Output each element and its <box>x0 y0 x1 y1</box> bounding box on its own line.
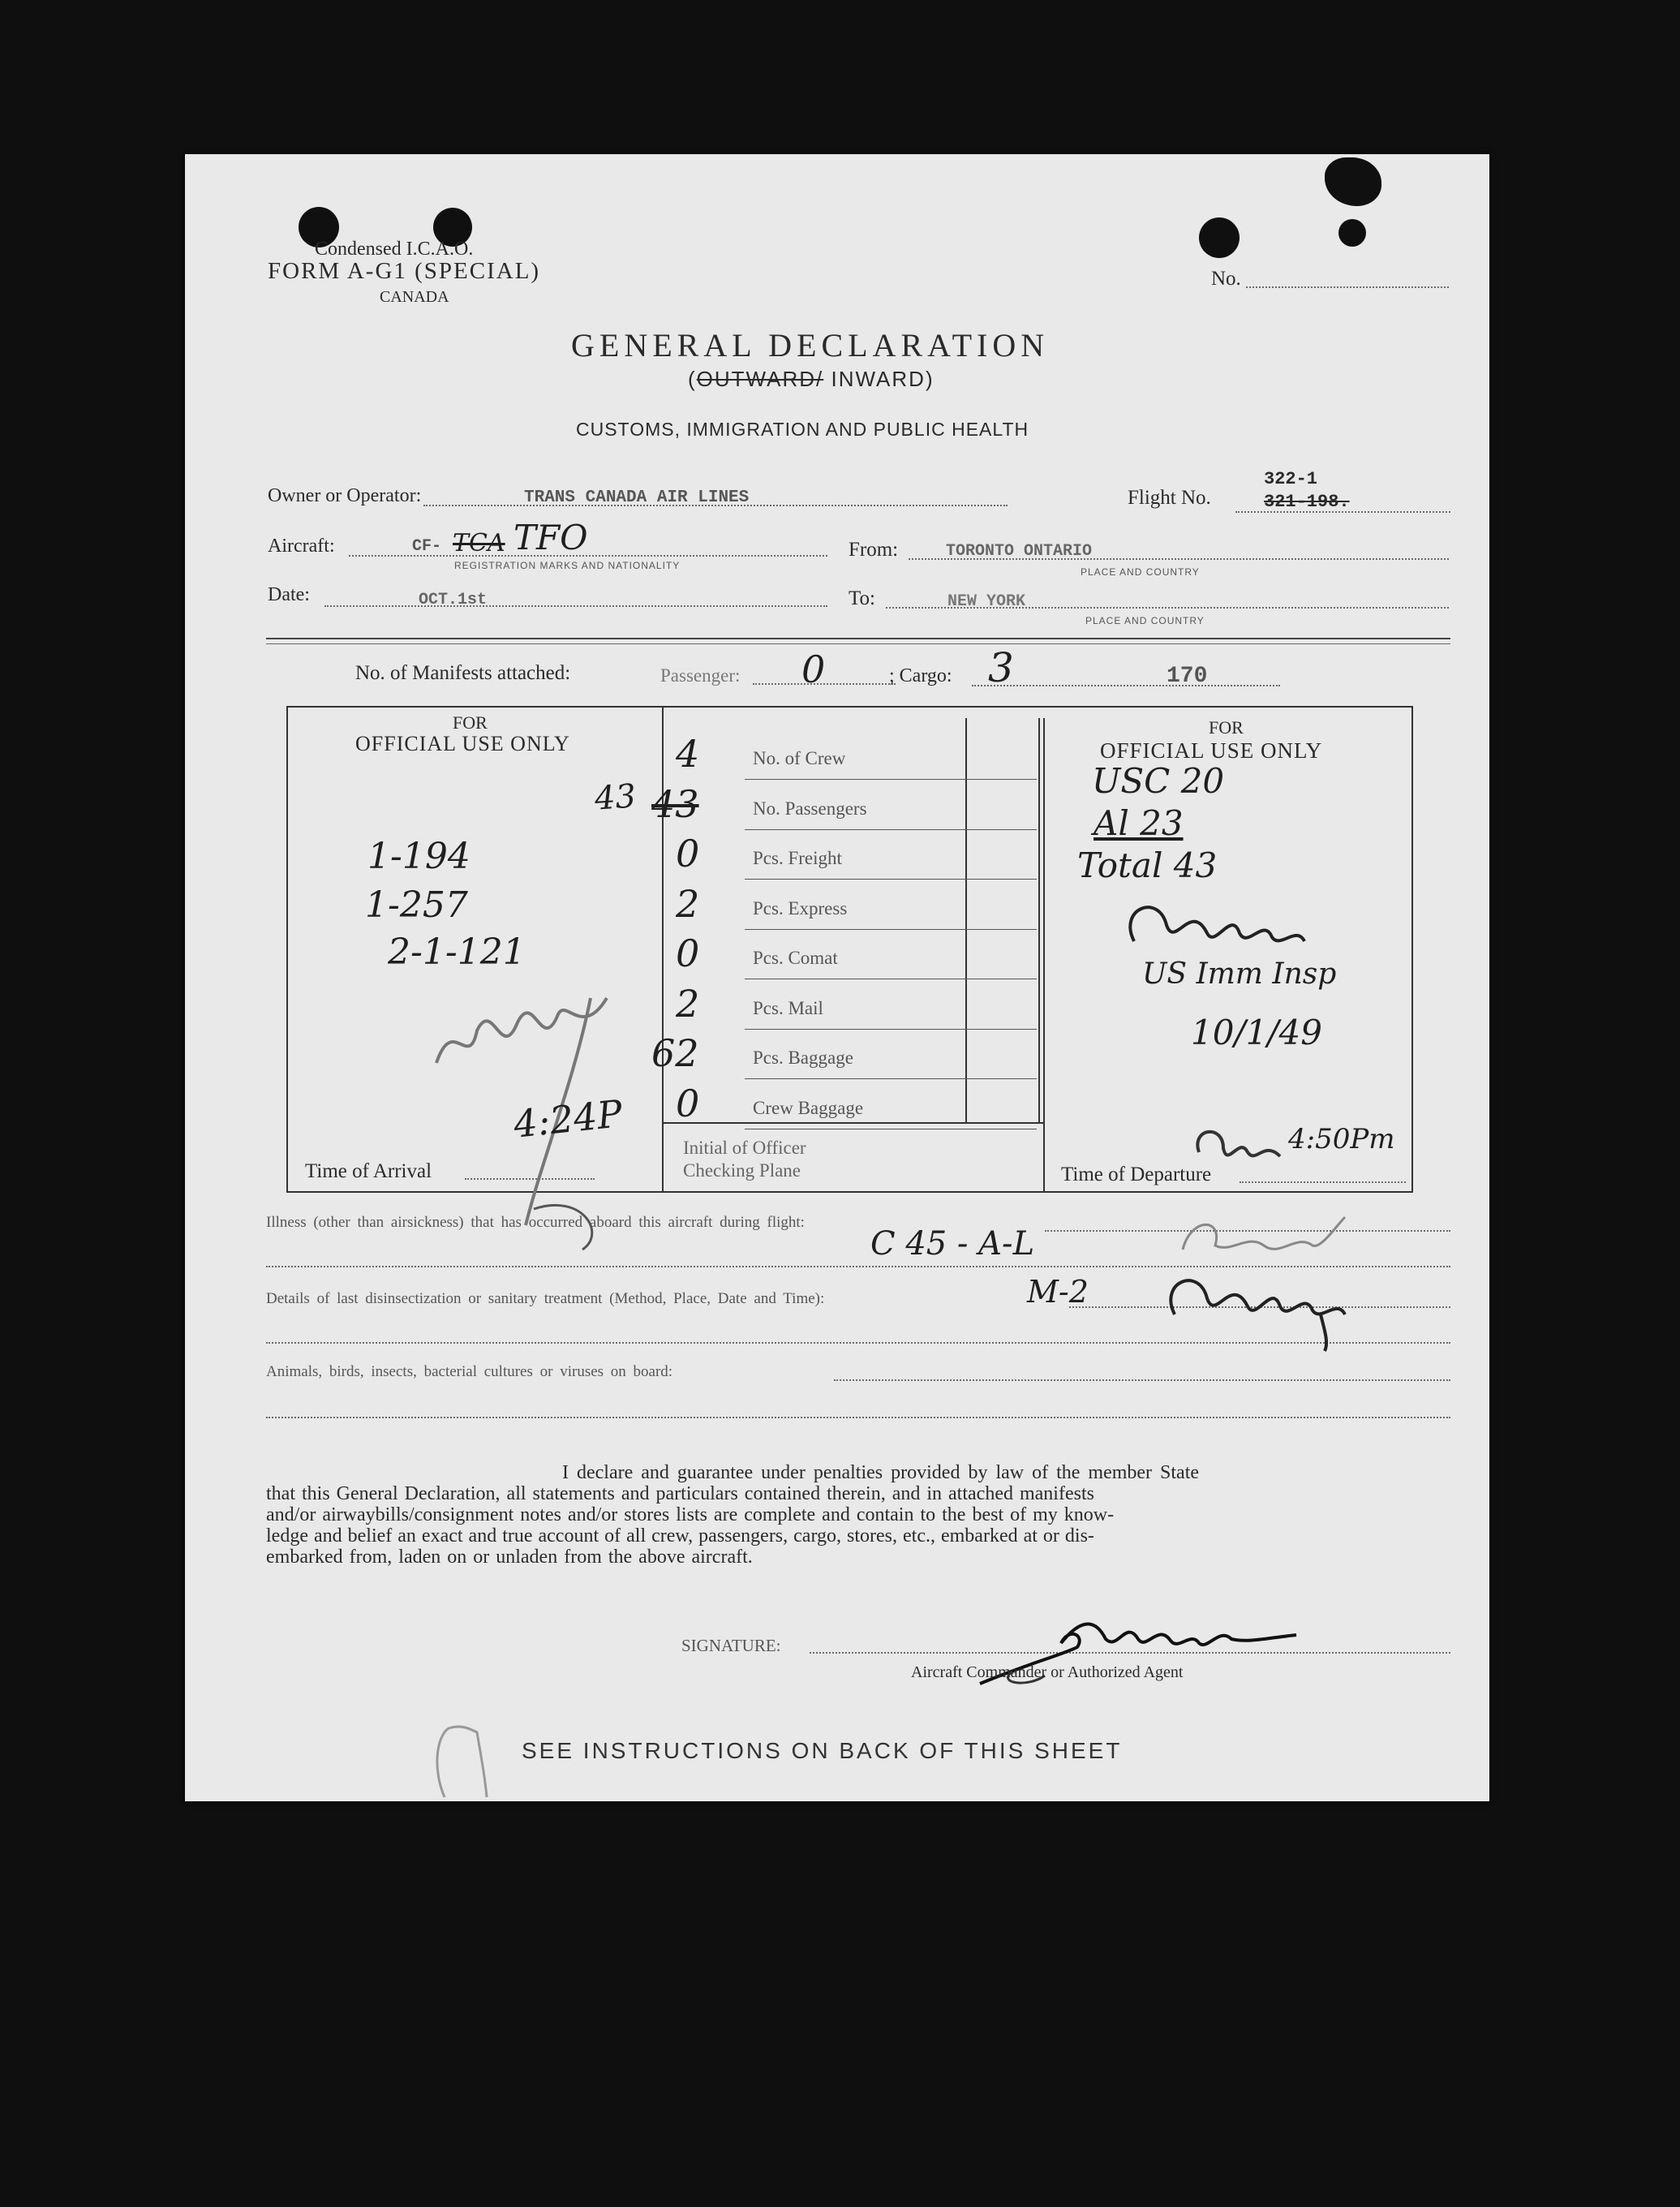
row-count-value: 43 <box>651 781 699 826</box>
form-country: CANADA <box>380 288 449 306</box>
aircraft-caption: REGISTRATION MARKS AND NATIONALITY <box>454 560 681 571</box>
manifest-extra-value: 170 <box>1167 664 1208 689</box>
row-count-value: 2 <box>676 981 700 1026</box>
row-rule <box>745 879 1037 880</box>
row-label: Pcs. Comat <box>753 948 838 968</box>
header-rule-top <box>266 638 1450 639</box>
ink-blot <box>1338 219 1366 247</box>
left-note-2: 1-257 <box>365 884 468 926</box>
paper-clip-mark <box>428 1720 493 1801</box>
row-count-value: 62 <box>651 1031 699 1075</box>
from-value: TORONTO ONTARIO <box>946 542 1093 561</box>
date-value: OCT.1st <box>419 591 488 609</box>
owner-value: TRANS CANADA AIR LINES <box>524 488 750 507</box>
row-count-value: 2 <box>676 881 700 926</box>
illness-note: C 45 - A-L <box>870 1225 1035 1263</box>
statement-line-5: embarked from, laden on or unladen from the above aircraft. <box>266 1547 753 1568</box>
signature-label: SIGNATURE: <box>681 1636 781 1655</box>
disinfection-label: Details of last disinsectization or sanitary treatment (Method, Place, Date and Time): <box>266 1290 825 1307</box>
departure-line <box>1240 1181 1406 1183</box>
table-divider-3 <box>1038 718 1040 1124</box>
header-rule-bottom <box>266 643 1450 644</box>
animals-label: Animals, birds, insects, bacterial cultures or viruses on board: <box>266 1363 673 1380</box>
commander-signature <box>964 1607 1304 1696</box>
form-number: FORM A-G1 (SPECIAL) <box>268 258 541 284</box>
departure-value: 4:50Pm <box>1288 1123 1395 1155</box>
row-rule <box>745 929 1037 930</box>
initial-label-1: Initial of Officer <box>683 1138 806 1158</box>
row-label: No. of Crew <box>753 748 846 768</box>
departure-label: Time of Departure <box>1061 1164 1212 1185</box>
illness-label: Illness (other than airsickness) that has occurred aboard this aircraft during flight: <box>266 1214 805 1231</box>
row-label: Crew Baggage <box>753 1097 864 1118</box>
statement-line-2: that this General Declaration, all statements and particulars contained therein, and in attached manifests <box>266 1483 1094 1504</box>
cargo-line <box>972 685 1280 686</box>
row-rule <box>745 1029 1037 1030</box>
declaration-direction <box>688 367 935 392</box>
table-divider-4 <box>1043 718 1045 1193</box>
page-title: GENERAL DECLARATION <box>571 327 1050 364</box>
aircraft-struck-value: TCA <box>453 529 505 557</box>
illness-signature <box>1175 1209 1353 1266</box>
right-official-heading-2: OFFICIAL USE ONLY <box>1100 738 1323 763</box>
direction-inward: INWARD) <box>823 367 935 391</box>
from-label: From: <box>849 539 899 561</box>
row-label: Pcs. Mail <box>753 997 823 1018</box>
row-label: No. Passengers <box>753 798 867 819</box>
cargo-label: ; Cargo: <box>889 665 952 686</box>
right-note-al: Al 23 <box>1094 803 1184 843</box>
cargo-value: 3 <box>988 644 1014 691</box>
form-no-label: No. <box>1211 268 1241 290</box>
declaration-form-sheet <box>185 154 1489 1801</box>
disinfection-note: M-2 <box>1027 1274 1089 1310</box>
aircraft-label: Aircraft: <box>268 536 335 557</box>
signature-caption: Aircraft Commander or Authorized Agent <box>911 1663 1184 1681</box>
flight-value-struck: 321-198. <box>1264 492 1350 512</box>
subheading: CUSTOMS, IMMIGRATION AND PUBLIC HEALTH <box>576 419 1029 440</box>
left-note-passengers: 43 <box>593 777 638 818</box>
statement-line-3: and/or airwaybills/consignment notes and/or stores lists are complete and contain to the best of my know- <box>266 1504 1115 1525</box>
left-official-heading-1: FOR <box>453 712 488 733</box>
arrival-value: 4:24P <box>511 1091 625 1147</box>
right-officer-signature <box>1118 893 1313 966</box>
footer-instructions: SEE INSTRUCTIONS ON BACK OF THIS SHEET <box>522 1738 1123 1763</box>
aircraft-registration: TFO <box>513 518 588 557</box>
departure-initials <box>1191 1120 1288 1177</box>
row-count-value: 4 <box>676 732 700 776</box>
row-rule <box>745 1078 1037 1079</box>
from-caption: PLACE AND COUNTRY <box>1081 566 1200 578</box>
left-note-3: 2-1-121 <box>388 931 526 973</box>
initial-label-2: Checking Plane <box>683 1160 801 1181</box>
to-value: NEW YORK <box>947 592 1026 611</box>
right-note-date: 10/1/49 <box>1191 1013 1322 1052</box>
manifests-label: No. of Manifests attached: <box>355 662 571 684</box>
flight-line <box>1235 511 1450 513</box>
direction-outward-struck: OUTWARD/ <box>696 367 824 391</box>
to-label: To: <box>849 587 875 609</box>
right-note-inspector: US Imm Insp <box>1142 957 1337 991</box>
row-rule <box>745 829 1037 830</box>
date-label: Date: <box>268 584 310 605</box>
flight-label: Flight No. <box>1128 487 1211 509</box>
table-bottom-rule <box>662 1122 1043 1124</box>
statement-line-1: I declare and guarantee under penalties provided by law of the member State <box>562 1462 1200 1483</box>
arrival-line <box>465 1178 595 1180</box>
to-caption: PLACE AND COUNTRY <box>1085 615 1205 626</box>
row-count-value: 0 <box>676 931 700 975</box>
aircraft-prefix: CF- <box>412 537 442 556</box>
owner-label: Owner or Operator: <box>268 485 422 506</box>
disinfection-signature <box>1158 1266 1353 1355</box>
left-note-1: 1-194 <box>367 836 470 877</box>
row-count-value: 0 <box>676 1081 700 1125</box>
statement-line-4: ledge and belief an exact and true account of all crew, passengers, cargo, stores, etc., embarked at or dis- <box>266 1525 1094 1547</box>
animals-line-1 <box>834 1379 1450 1381</box>
form-no-line <box>1246 286 1449 288</box>
right-note-total: Total 43 <box>1077 845 1218 885</box>
right-note-usc: USC 20 <box>1092 761 1225 801</box>
row-label: Pcs. Freight <box>753 848 842 868</box>
row-label: Pcs. Express <box>753 897 848 919</box>
direction-open-paren: ( <box>688 367 697 391</box>
animals-line-2 <box>266 1417 1450 1418</box>
passenger-value: 0 <box>801 647 826 691</box>
row-rule <box>745 779 1037 780</box>
row-count-value: 0 <box>676 832 700 875</box>
right-official-heading-1: FOR <box>1209 717 1244 738</box>
torn-corner-mark <box>1325 157 1381 206</box>
left-official-heading-2: OFFICIAL USE ONLY <box>355 732 570 755</box>
date-line <box>324 605 827 607</box>
form-condensed-line: Condensed I.C.A.O. <box>315 239 474 260</box>
row-label: Pcs. Baggage <box>753 1048 853 1068</box>
flight-value-written: 322-1 <box>1264 469 1318 489</box>
arrival-label: Time of Arrival <box>305 1160 432 1182</box>
punch-hole-right <box>1199 217 1240 258</box>
passenger-label: Passenger: <box>660 665 741 686</box>
